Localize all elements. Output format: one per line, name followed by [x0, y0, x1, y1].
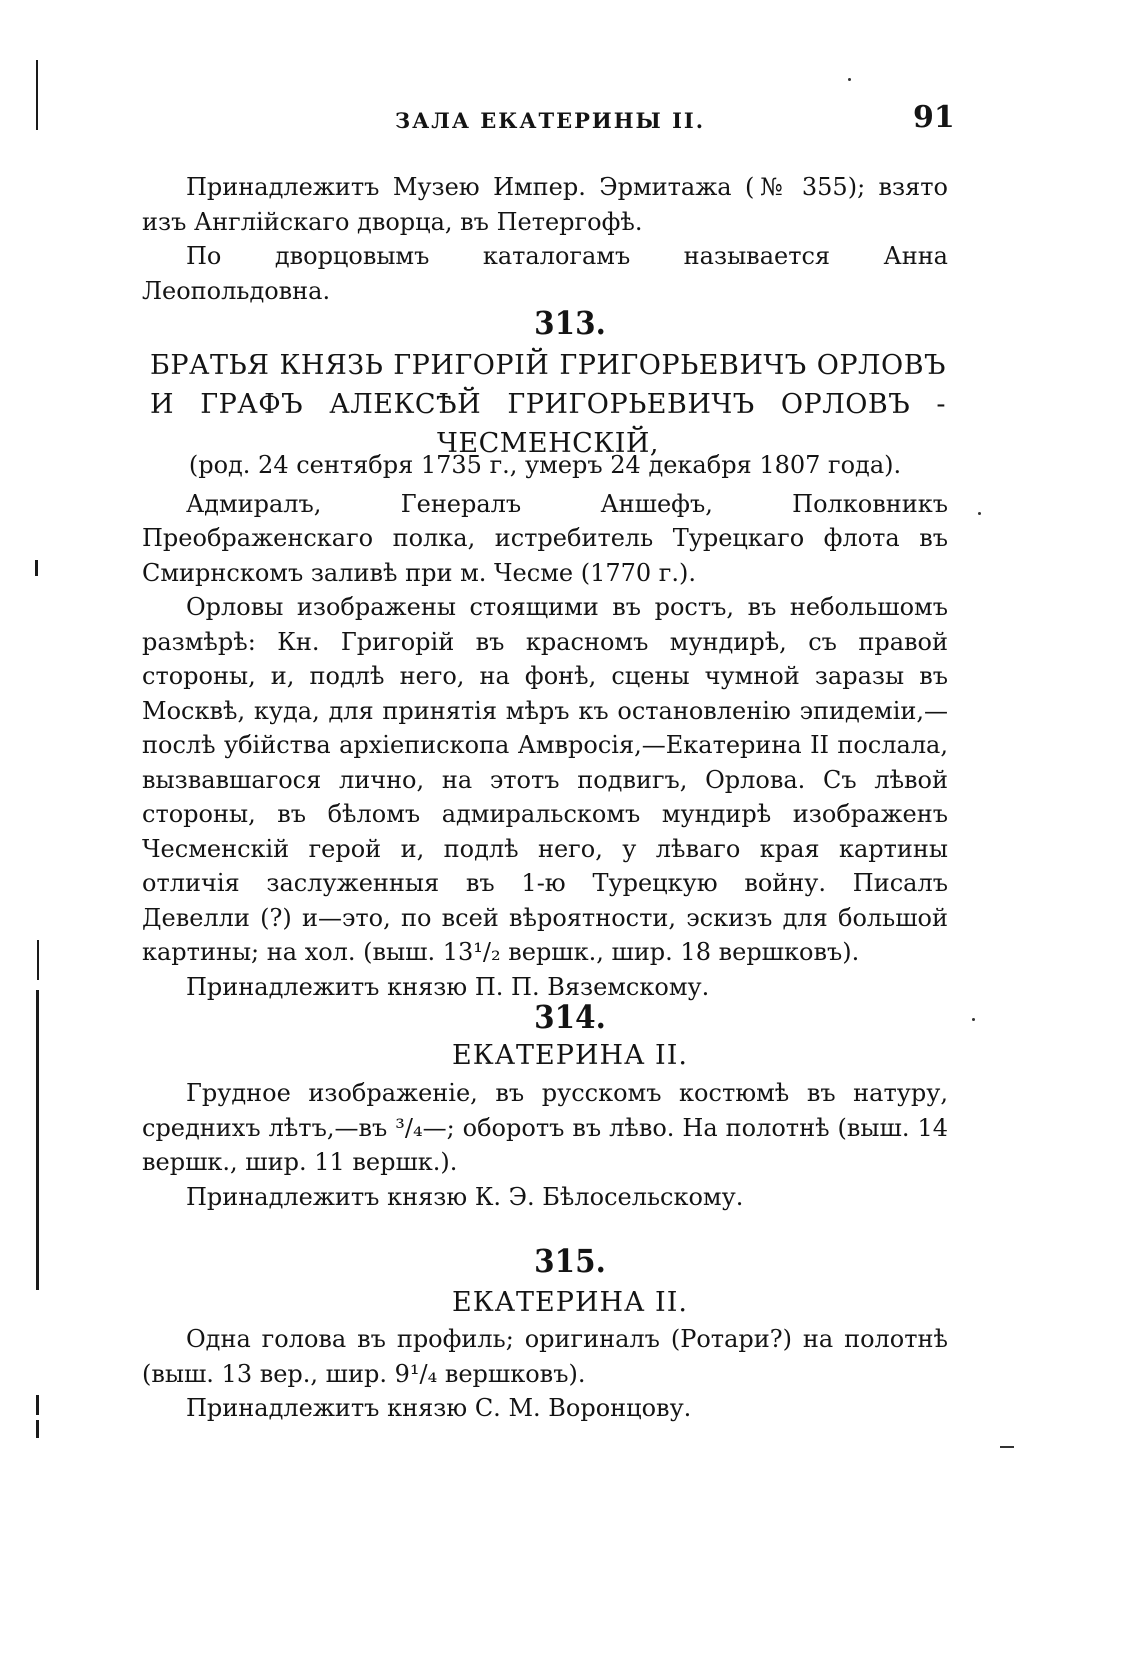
catalog-note: По дворцовымъ каталогамъ называется Анна Леопольдовна. — [142, 242, 948, 305]
entry-dates: (род. 24 сентября 1735 г., умеръ 24 декабря 1807 года). — [188, 451, 902, 479]
scan-edge-mark — [36, 60, 38, 130]
ownership-note: Принадлежитъ Музею Импер. Эрмитажа (№ 355); взято изъ Англійскаго дворца, въ Петергофѣ. — [142, 173, 948, 236]
entry-title: БРАТЬЯ КНЯЗЬ ГРИГОРІЙ ГРИГОРЬЕВИЧЪ ОРЛОВЪ И ГРАФЪ АЛЕКСѢЙ ГРИГОРЬЕВИЧЪ ОРЛОВЪ - ЧЕСМЕНСКІЙ, — [150, 350, 946, 459]
entry-body — [142, 448, 948, 1004]
page-number: 91 — [913, 100, 955, 135]
scan-speck — [848, 78, 851, 81]
entry-number: 313. — [534, 304, 606, 342]
entry-body — [142, 1322, 948, 1426]
scan-edge-mark — [35, 560, 38, 576]
entry-paragraph: Адмиралъ, Генералъ Аншефъ, Полковникъ Преображенскаго полка, истребитель Турецкаго флота въ Смирнскомъ заливѣ при м. Чесме (1770 г.). — [142, 489, 948, 587]
running-title: ЗАЛА ЕКАТЕРИНЫ II. — [395, 108, 706, 133]
scan-speck — [978, 512, 981, 515]
entry-paragraph: Грудное изображеніе, въ русскомъ костюмѣ въ натуру, среднихъ лѣтъ,—въ ³/₄—; оборотъ въ лѣво. На полотнѣ (выш. 14 вершк., шир. 11 вершк.). — [142, 1079, 948, 1176]
entry-owner: Принадлежитъ князю С. М. Воронцову. — [186, 1394, 692, 1422]
entry-body — [142, 1076, 948, 1214]
entry-paragraph: Орловы изображены стоящими въ ростъ, въ небольшомъ размѣрѣ: Кн. Григорій въ красномъ мундирѣ, съ правой стороны, и, подлѣ него, на фонѣ, сцены чумной заразы въ Москвѣ, куда, для принятія мѣръ къ остановленію эпидеміи,—послѣ убійства архіепископа Амвросія,—Екатерина II послала, вызвавшагося лично, на этотъ подвигъ, Орлова. Съ лѣвой стороны, въ бѣломъ адмиральскомъ мундирѣ изображенъ Чесменскій герой и, подлѣ него, у лѣваго края картины отличія заслуженныя въ 1-ю Турецкую войну. Писалъ Девелли (?) и—это, по всей вѣроятности, эскизъ для большой картины; на хол. (выш. 13¹/₂ вершк., шир. 18 вершковъ). — [142, 593, 948, 966]
entry-number: 314. — [534, 998, 606, 1036]
intro-block — [142, 170, 948, 308]
scan-edge-mark — [36, 1395, 39, 1415]
entry-title: ЕКАТЕРИНА II. — [452, 1040, 688, 1071]
scan-edge-mark — [36, 1420, 39, 1438]
scan-edge-mark — [36, 990, 39, 1290]
entry-number: 315. — [534, 1242, 606, 1280]
entry-title: ЕКАТЕРИНА II. — [452, 1287, 688, 1318]
entry-owner: Принадлежитъ князю К. Э. Бѣлосельскому. — [186, 1182, 744, 1211]
entry-paragraph: Одна голова въ профиль; оригиналъ (Ротари?) на полотнѣ (выш. 13 вер., шир. 9¹/₄ вершковъ). — [142, 1325, 948, 1388]
entry-owner: Принадлежитъ князю П. П. Вяземскому. — [186, 972, 710, 1001]
scan-speck — [1000, 1446, 1014, 1448]
scan-edge-mark — [37, 940, 39, 980]
